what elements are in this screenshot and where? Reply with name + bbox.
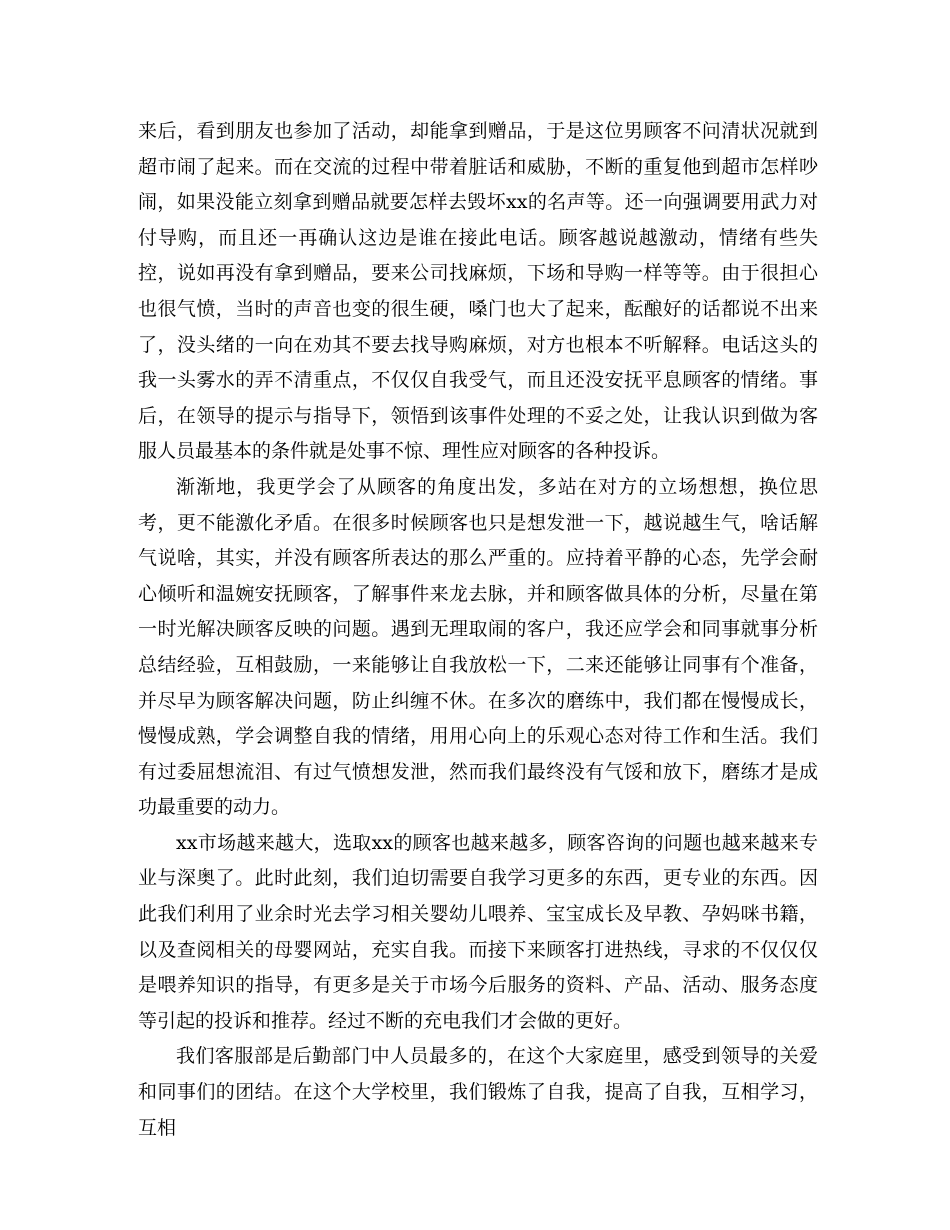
paragraph-2: 渐渐地，我更学会了从顾客的角度出发，多站在对方的立场想想，换位思考，更不能激化矛盾。在很多时候顾客也只是想发泄一下，越说越生气，啥话解气说啥，其实，并没有顾客所表达的那么严重的。应持着平静的心态，先学会耐心倾听和温婉安抚顾客，了解事件来龙去脉，并和顾客做具体的分析，尽量在第一时光解决顾客反映的问题。遇到无理取闹的客户，我还应学会和同事就事分析总结经验，互相鼓励，一来能够让自我放松一下，二来还能够让同事有个准备，并尽早为顾客解决问题，防止纠缠不休。在多次的磨练中，我们都在慢慢成长，慢慢成熟，学会调整自我的情绪，用用心向上的乐观心态对待工作和生活。我们有过委屈想流泪、有过气愤想发泄，然而我们最终没有气馁和放下，磨练才是成功最重要的动力。 (138, 475, 818, 819)
document-body (138, 114, 818, 1146)
paragraph-3: xx市场越来越大，选取xx的顾客也越来越多，顾客咨询的问题也越来越来专业与深奥了。此时此刻，我们迫切需要自我学习更多的东西，更专业的东西。因此我们利用了业余时光去学习相关婴幼儿喂养、宝宝成长及早教、孕妈咪书籍，以及查阅相关的母婴网站，充实自我。而接下来顾客打进热线，寻求的不仅仅仅是喂养知识的指导，有更多是关于市场今后服务的资料、产品、活动、服务态度等引起的投诉和推荐。经过不断的充电我们才会做的更好。 (138, 831, 818, 1032)
paragraph-1: 来后，看到朋友也参加了活动，却能拿到赠品，于是这位男顾客不问清状况就到超市闹了起来。而在交流的过程中带着脏话和威胁，不断的重复他到超市怎样吵闹，如果没能立刻拿到赠品就要怎样去毁坏xx的名声等。还一向强调要用武力对付导购，而且还一再确认这边是谁在接此电话。顾客越说越激动，情绪有些失控，说如再没有拿到赠品，要来公司找麻烦，下场和导购一样等等。由于很担心也很气愤，当时的声音也变的很生硬，嗓门也大了起来，酝酿好的话都说不出来了，没头绪的一向在劝其不要去找导购麻烦，对方也根本不听解释。电话这头的我一头雾水的弄不清重点，不仅仅自我受气，而且还没安抚平息顾客的情绪。事后，在领导的提示与指导下，领悟到该事件处理的不妥之处，让我认识到做为客服人员最基本的条件就是处事不惊、理性应对顾客的各种投诉。 (138, 120, 818, 463)
paragraph-4: 我们客服部是后勤部门中人员最多的，在这个大家庭里，感受到领导的关爱和同事们的团结。在这个大学校里，我们锻炼了自我，提高了自我，互相学习，互相 (138, 1045, 818, 1139)
